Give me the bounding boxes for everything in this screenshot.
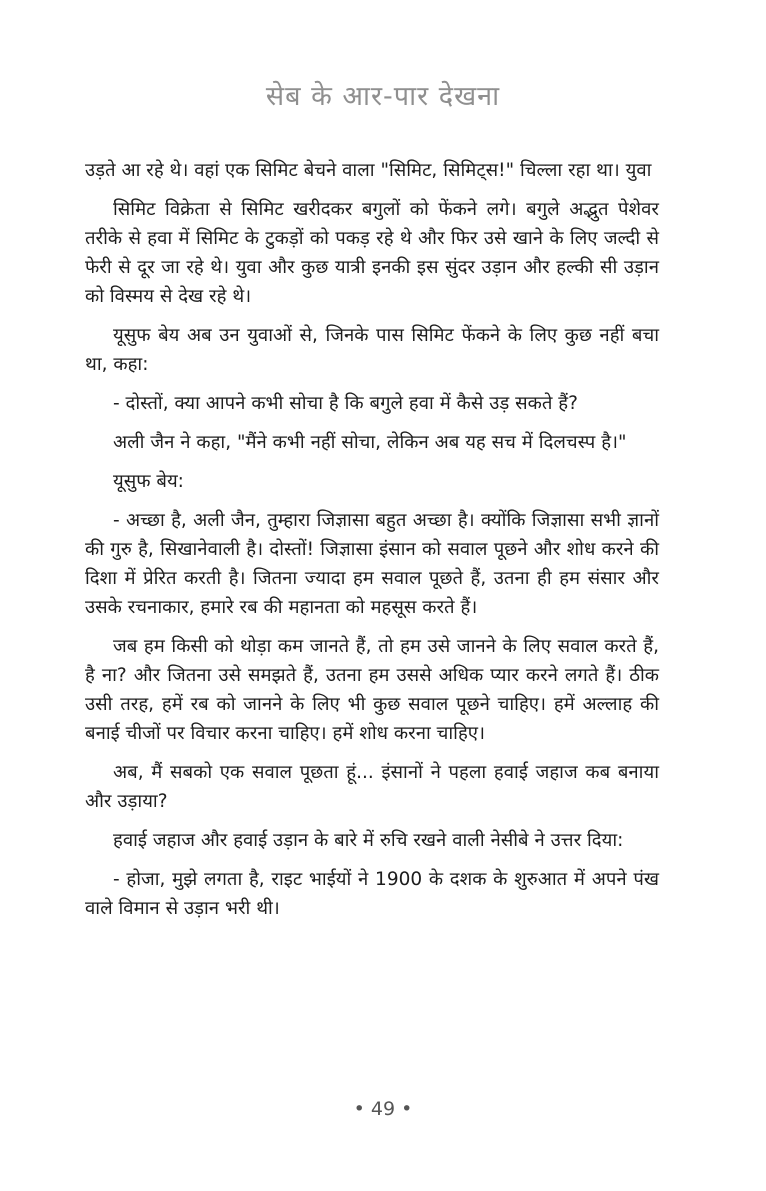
dialogue-line: - अच्छा है, अली जैन, तुम्हारा जिज्ञासा बहुत अच्छा है। क्योंकि जिज्ञासा सभी ज्ञानों की गुरु है, सिखानेवाली है। दोस्तों! जिज्ञासा इंसान को सवाल पूछने और शोध करने की दिशा में प्रेरित करती है। जितना ज्यादा हम सवाल पूछते हैं, उतना ही हम संसार और उसके रचनाकार, हमारे रब की महानता को महसूस करते हैं। (85, 510, 659, 618)
body-text (85, 156, 659, 933)
paragraph: अब, मैं सबको एक सवाल पूछता हूं... इंसानों ने पहला हवाई जहाज कब बनाया और उड़ाया? (85, 762, 659, 812)
paragraph: जब हम किसी को थोड़ा कम जानते हैं, तो हम उसे जानने के लिए सवाल करते हैं, है ना? और जितना उसे समझते हैं, उतना हम उससे अधिक प्यार करने लगते हैं। ठीक उसी तरह, हमें रब को जानने के लिए भी कुछ सवाल पूछने चाहिए। हमें अल्लाह की बनाई चीजों पर विचार करना चाहिए। हमें शोध करना चाहिए। (85, 636, 659, 744)
running-head: सेब के आर-पार देखना (265, 81, 501, 112)
paragraph: हवाई जहाज और हवाई उड़ान के बारे में रुचि रखने वाली नेसीबे ने उत्तर दिया: (113, 830, 624, 851)
paragraph: अली जैन ने कहा, "मैंने कभी नहीं सोचा, लेकिन अब यह सच में दिलचस्प है।" (113, 432, 627, 453)
page-number: • 49 • (353, 1098, 413, 1120)
paragraph: यूसुफ बेय अब उन युवाओं से, जिनके पास सिमिट फेंकने के लिए कुछ नहीं बचा था, कहा: (85, 325, 659, 375)
dialogue-line: - होजा, मुझे लगता है, राइट भाईयों ने 1900 के दशक के शुरुआत में अपने पंख वाले विमान से उड़ान भरी थी। (85, 869, 659, 919)
speaker-line: यूसुफ बेय: (113, 471, 184, 492)
paragraph: सिमिट विक्रेता से सिमिट खरीदकर बगुलों को फेंकने लगे। बगुले अद्भुत पेशेवर तरीके से हवा में सिमिट के टुकड़ों को पकड़ रहे थे और फिर उसे खाने के लिए जल्दी से फेरी से दूर जा रहे थे। युवा और कुछ यात्री इनकी इस सुंदर उड़ान और हल्की सी उड़ान को विस्मय से देख रहे थे। (85, 199, 659, 307)
paragraph-continuation: उड़ते आ रहे थे। वहां एक सिमिट बेचने वाला "सिमिट, सिमिट्स!" चिल्ला रहा था। युवा (85, 160, 652, 181)
dialogue-line: - दोस्तों, क्या आपने कभी सोचा है कि बगुले हवा में कैसे उड़ सकते हैं? (113, 393, 578, 414)
